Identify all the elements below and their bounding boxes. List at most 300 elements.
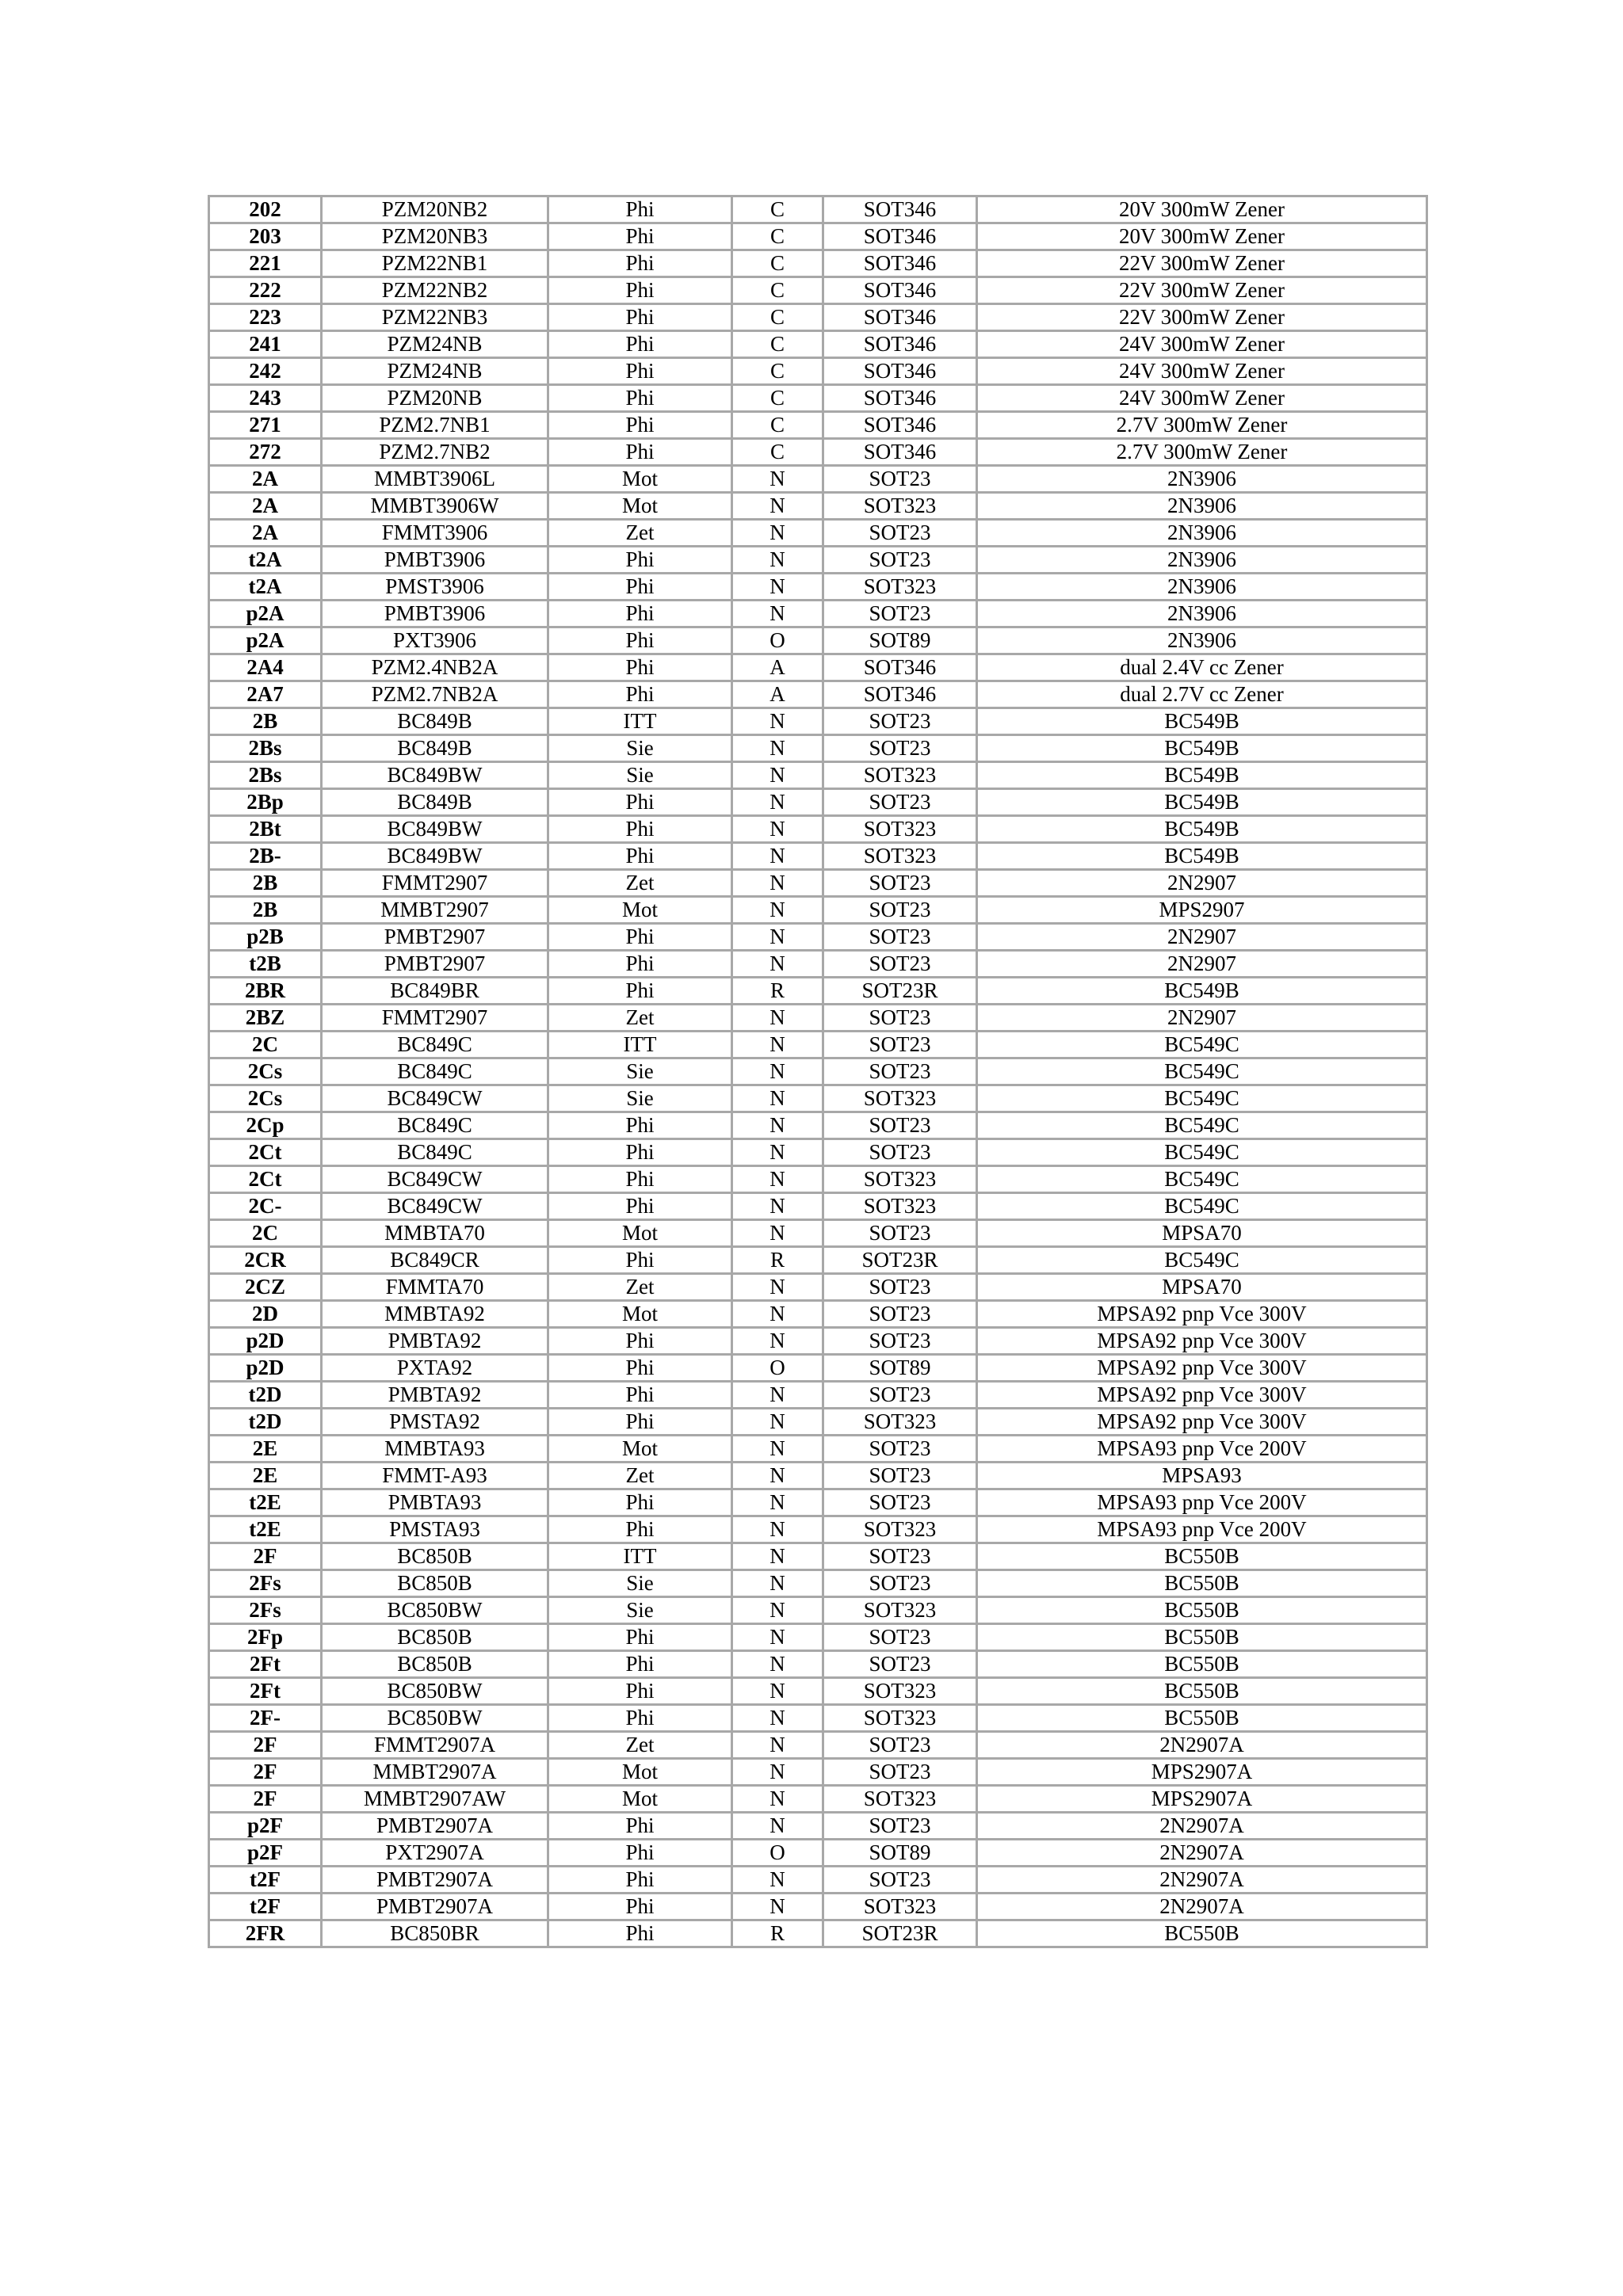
equivalent-description-cell: MPS2907A: [978, 1760, 1426, 1784]
pinout-cell: N: [733, 1517, 822, 1542]
part-number-cell: BC849B: [323, 790, 547, 814]
manufacturer-cell: Phi: [549, 224, 731, 249]
pinout-cell: N: [733, 709, 822, 734]
smd-code-cell: 2A: [210, 467, 320, 491]
package-cell: SOT23: [824, 1544, 976, 1569]
pinout-cell: N: [733, 574, 822, 599]
smd-code-cell: 2F: [210, 1733, 320, 1757]
smd-code-cell: p2F: [210, 1814, 320, 1838]
smd-code-cell: 243: [210, 386, 320, 410]
package-cell: SOT323: [824, 817, 976, 841]
pinout-cell: C: [733, 440, 822, 464]
pinout-cell: C: [733, 332, 822, 357]
pinout-cell: N: [733, 1571, 822, 1596]
manufacturer-cell: Phi: [549, 1490, 731, 1515]
table-row: [210, 224, 1426, 249]
table-row: [210, 1894, 1426, 1919]
table-row: [210, 1733, 1426, 1757]
pinout-cell: N: [733, 952, 822, 976]
pinout-cell: N: [733, 1787, 822, 1811]
part-number-cell: BC850B: [323, 1544, 547, 1569]
manufacturer-cell: Mot: [549, 1760, 731, 1784]
smd-code-cell: 2F: [210, 1544, 320, 1569]
manufacturer-cell: Phi: [549, 1356, 731, 1380]
manufacturer-cell: Phi: [549, 952, 731, 976]
part-number-cell: FMMTA70: [323, 1275, 547, 1299]
smd-code-cell: 221: [210, 251, 320, 276]
part-number-cell: PMBT2907A: [323, 1867, 547, 1892]
pinout-cell: N: [733, 1679, 822, 1703]
manufacturer-cell: Sie: [549, 1598, 731, 1623]
manufacturer-cell: ITT: [549, 709, 731, 734]
table-row: [210, 1598, 1426, 1623]
equivalent-description-cell: BC550B: [978, 1625, 1426, 1650]
part-number-cell: MMBT3906W: [323, 494, 547, 518]
package-cell: SOT323: [824, 844, 976, 868]
table-row: [210, 1921, 1426, 1946]
equivalent-description-cell: MPSA70: [978, 1221, 1426, 1245]
package-cell: SOT23: [824, 898, 976, 922]
package-cell: SOT346: [824, 224, 976, 249]
manufacturer-cell: Phi: [549, 1194, 731, 1219]
package-cell: SOT323: [824, 494, 976, 518]
table-row: [210, 1625, 1426, 1650]
part-number-cell: PZM2.4NB2A: [323, 655, 547, 680]
table-row: [210, 1113, 1426, 1138]
table-row: [210, 1867, 1426, 1892]
equivalent-description-cell: BC550B: [978, 1544, 1426, 1569]
table-body: [210, 197, 1426, 1946]
smd-code-cell: t2B: [210, 952, 320, 976]
equivalent-description-cell: BC549B: [978, 709, 1426, 734]
table-row: [210, 1383, 1426, 1407]
table-row: [210, 1140, 1426, 1165]
part-number-cell: BC849CW: [323, 1194, 547, 1219]
pinout-cell: N: [733, 1436, 822, 1461]
manufacturer-cell: Phi: [549, 790, 731, 814]
manufacturer-cell: Phi: [549, 1409, 731, 1434]
part-number-cell: PZM2.7NB2: [323, 440, 547, 464]
pinout-cell: N: [733, 763, 822, 788]
smd-code-cell: p2D: [210, 1356, 320, 1380]
package-cell: SOT23: [824, 1571, 976, 1596]
table-row: [210, 628, 1426, 653]
table-row: [210, 655, 1426, 680]
part-number-cell: BC849BW: [323, 817, 547, 841]
pinout-cell: N: [733, 1625, 822, 1650]
smd-code-cell: t2D: [210, 1409, 320, 1434]
part-number-cell: MMBT2907AW: [323, 1787, 547, 1811]
table-row: [210, 305, 1426, 330]
table-row: [210, 844, 1426, 868]
pinout-cell: O: [733, 1356, 822, 1380]
manufacturer-cell: Sie: [549, 736, 731, 761]
table-row: [210, 1005, 1426, 1030]
smd-code-cell: 2F: [210, 1760, 320, 1784]
package-cell: SOT23: [824, 709, 976, 734]
manufacturer-cell: Phi: [549, 1329, 731, 1353]
manufacturer-cell: Phi: [549, 574, 731, 599]
pinout-cell: N: [733, 547, 822, 572]
table-row: [210, 359, 1426, 383]
part-number-cell: MMBTA92: [323, 1302, 547, 1326]
manufacturer-cell: Phi: [549, 251, 731, 276]
smd-code-cell: 2C: [210, 1221, 320, 1245]
table-row: [210, 574, 1426, 599]
smd-code-cell: 2Bs: [210, 736, 320, 761]
smd-code-cell: 2CR: [210, 1248, 320, 1272]
pinout-cell: A: [733, 682, 822, 707]
package-cell: SOT89: [824, 1356, 976, 1380]
manufacturer-cell: Mot: [549, 1436, 731, 1461]
equivalent-description-cell: 2N2907A: [978, 1867, 1426, 1892]
equivalent-description-cell: 2N2907A: [978, 1894, 1426, 1919]
pinout-cell: N: [733, 1140, 822, 1165]
manufacturer-cell: Mot: [549, 898, 731, 922]
smd-code-cell: 2Cs: [210, 1059, 320, 1084]
part-number-cell: BC849CW: [323, 1086, 547, 1111]
part-number-cell: BC849BR: [323, 978, 547, 1003]
part-number-cell: PMBTA93: [323, 1490, 547, 1515]
smd-code-cell: 2Ct: [210, 1167, 320, 1192]
part-number-cell: PMBTA92: [323, 1329, 547, 1353]
smd-code-cell: 2F: [210, 1787, 320, 1811]
equivalent-description-cell: 2.7V 300mW Zener: [978, 413, 1426, 437]
part-number-cell: PMBT3906: [323, 601, 547, 626]
smd-code-cell: 2Cs: [210, 1086, 320, 1111]
part-number-cell: FMMT-A93: [323, 1463, 547, 1488]
manufacturer-cell: Zet: [549, 1463, 731, 1488]
equivalent-description-cell: 2N2907A: [978, 1814, 1426, 1838]
pinout-cell: N: [733, 1329, 822, 1353]
equivalent-description-cell: 2N3906: [978, 467, 1426, 491]
package-cell: SOT23: [824, 1867, 976, 1892]
table-row: [210, 1787, 1426, 1811]
part-number-cell: PMBT3906: [323, 547, 547, 572]
table-row: [210, 1059, 1426, 1084]
table-row: [210, 1221, 1426, 1245]
smd-code-cell: 2B: [210, 709, 320, 734]
pinout-cell: N: [733, 1005, 822, 1030]
manufacturer-cell: Phi: [549, 1383, 731, 1407]
table-row: [210, 440, 1426, 464]
table-row: [210, 682, 1426, 707]
pinout-cell: R: [733, 1921, 822, 1946]
pinout-cell: O: [733, 628, 822, 653]
manufacturer-cell: Phi: [549, 1867, 731, 1892]
manufacturer-cell: Phi: [549, 359, 731, 383]
smd-code-cell: t2A: [210, 574, 320, 599]
equivalent-description-cell: BC549C: [978, 1059, 1426, 1084]
equivalent-description-cell: 2N2907: [978, 871, 1426, 895]
table-row: [210, 871, 1426, 895]
part-number-cell: MMBT3906L: [323, 467, 547, 491]
part-number-cell: BC849C: [323, 1032, 547, 1057]
table-row: [210, 1086, 1426, 1111]
package-cell: SOT89: [824, 1840, 976, 1865]
part-number-cell: MMBT2907A: [323, 1760, 547, 1784]
smd-code-cell: 242: [210, 359, 320, 383]
manufacturer-cell: ITT: [549, 1544, 731, 1569]
equivalent-description-cell: 22V 300mW Zener: [978, 278, 1426, 303]
table-row: [210, 278, 1426, 303]
pinout-cell: N: [733, 925, 822, 949]
package-cell: SOT323: [824, 1517, 976, 1542]
equivalent-description-cell: 24V 300mW Zener: [978, 332, 1426, 357]
pinout-cell: N: [733, 1086, 822, 1111]
pinout-cell: N: [733, 1814, 822, 1838]
package-cell: SOT23: [824, 1302, 976, 1326]
package-cell: SOT23: [824, 925, 976, 949]
manufacturer-cell: Phi: [549, 844, 731, 868]
package-cell: SOT23: [824, 736, 976, 761]
table-row: [210, 1814, 1426, 1838]
manufacturer-cell: Phi: [549, 655, 731, 680]
table-row: [210, 1679, 1426, 1703]
part-number-cell: BC849CW: [323, 1167, 547, 1192]
package-cell: SOT23: [824, 1275, 976, 1299]
equivalent-description-cell: BC549C: [978, 1194, 1426, 1219]
package-cell: SOT23R: [824, 1921, 976, 1946]
package-cell: SOT346: [824, 251, 976, 276]
part-number-cell: BC849B: [323, 709, 547, 734]
part-number-cell: MMBTA93: [323, 1436, 547, 1461]
smd-code-cell: 2A: [210, 494, 320, 518]
manufacturer-cell: Phi: [549, 547, 731, 572]
equivalent-description-cell: 24V 300mW Zener: [978, 386, 1426, 410]
table-row: [210, 817, 1426, 841]
equivalent-description-cell: BC549C: [978, 1032, 1426, 1057]
part-number-cell: BC849C: [323, 1140, 547, 1165]
smd-code-cell: 2Fp: [210, 1625, 320, 1650]
manufacturer-cell: Phi: [549, 1894, 731, 1919]
part-number-cell: PXT2907A: [323, 1840, 547, 1865]
package-cell: SOT323: [824, 1194, 976, 1219]
pinout-cell: C: [733, 413, 822, 437]
manufacturer-cell: Mot: [549, 1787, 731, 1811]
smd-code-cell: 2A: [210, 521, 320, 545]
manufacturer-cell: Phi: [549, 440, 731, 464]
smd-code-cell: 2E: [210, 1436, 320, 1461]
equivalent-description-cell: BC549C: [978, 1086, 1426, 1111]
pinout-cell: N: [733, 521, 822, 545]
equivalent-description-cell: MPSA92 pnp Vce 300V: [978, 1329, 1426, 1353]
smd-code-cell: 2Ct: [210, 1140, 320, 1165]
pinout-cell: N: [733, 601, 822, 626]
smd-code-cell: t2A: [210, 547, 320, 572]
pinout-cell: N: [733, 1194, 822, 1219]
part-number-cell: PZM22NB1: [323, 251, 547, 276]
table-row: [210, 251, 1426, 276]
manufacturer-cell: Phi: [549, 1814, 731, 1838]
manufacturer-cell: Phi: [549, 1840, 731, 1865]
package-cell: SOT23: [824, 1814, 976, 1838]
manufacturer-cell: Phi: [549, 682, 731, 707]
pinout-cell: N: [733, 1706, 822, 1730]
package-cell: SOT23: [824, 521, 976, 545]
part-number-cell: PZM24NB: [323, 332, 547, 357]
manufacturer-cell: Phi: [549, 278, 731, 303]
manufacturer-cell: Phi: [549, 1113, 731, 1138]
package-cell: SOT23: [824, 1329, 976, 1353]
smd-code-cell: 2Ft: [210, 1652, 320, 1676]
table-row: [210, 1706, 1426, 1730]
table-row: [210, 197, 1426, 222]
manufacturer-cell: Phi: [549, 386, 731, 410]
smd-code-cell: t2F: [210, 1867, 320, 1892]
equivalent-description-cell: MPSA92 pnp Vce 300V: [978, 1383, 1426, 1407]
package-cell: SOT23: [824, 467, 976, 491]
package-cell: SOT23R: [824, 1248, 976, 1272]
smd-code-cell: 2Bs: [210, 763, 320, 788]
equivalent-description-cell: BC549B: [978, 790, 1426, 814]
part-number-cell: BC849C: [323, 1059, 547, 1084]
smd-code-cell: 2Cp: [210, 1113, 320, 1138]
part-number-cell: PMBT2907A: [323, 1814, 547, 1838]
manufacturer-cell: Mot: [549, 494, 731, 518]
pinout-cell: R: [733, 1248, 822, 1272]
smd-code-cell: 2Ft: [210, 1679, 320, 1703]
manufacturer-cell: Phi: [549, 413, 731, 437]
pinout-cell: N: [733, 790, 822, 814]
package-cell: SOT346: [824, 440, 976, 464]
table-row: [210, 1760, 1426, 1784]
pinout-cell: R: [733, 978, 822, 1003]
pinout-cell: C: [733, 251, 822, 276]
smd-code-cell: 2FR: [210, 1921, 320, 1946]
equivalent-description-cell: dual 2.4V cc Zener: [978, 655, 1426, 680]
package-cell: SOT346: [824, 305, 976, 330]
smd-code-cell: p2B: [210, 925, 320, 949]
pinout-cell: N: [733, 1733, 822, 1757]
part-number-cell: PZM20NB2: [323, 197, 547, 222]
package-cell: SOT23: [824, 1463, 976, 1488]
equivalent-description-cell: 2N3906: [978, 521, 1426, 545]
pinout-cell: N: [733, 1544, 822, 1569]
part-number-cell: PXTA92: [323, 1356, 547, 1380]
part-number-cell: MMBT2907: [323, 898, 547, 922]
equivalent-description-cell: BC549B: [978, 978, 1426, 1003]
smd-code-cell: 2C: [210, 1032, 320, 1057]
pinout-cell: N: [733, 898, 822, 922]
smd-code-cell: t2E: [210, 1517, 320, 1542]
table-row: [210, 1356, 1426, 1380]
package-cell: SOT23: [824, 1490, 976, 1515]
equivalent-description-cell: MPSA93 pnp Vce 200V: [978, 1490, 1426, 1515]
equivalent-description-cell: 24V 300mW Zener: [978, 359, 1426, 383]
package-cell: SOT323: [824, 1894, 976, 1919]
part-number-cell: PZM20NB: [323, 386, 547, 410]
part-number-cell: PMBT2907: [323, 952, 547, 976]
equivalent-description-cell: BC550B: [978, 1652, 1426, 1676]
manufacturer-cell: Phi: [549, 1140, 731, 1165]
equivalent-description-cell: MPSA93 pnp Vce 200V: [978, 1517, 1426, 1542]
smd-code-cell: p2A: [210, 628, 320, 653]
manufacturer-cell: Phi: [549, 1248, 731, 1272]
manufacturer-cell: ITT: [549, 1032, 731, 1057]
package-cell: SOT23: [824, 1652, 976, 1676]
manufacturer-cell: Phi: [549, 817, 731, 841]
part-number-cell: PZM2.7NB1: [323, 413, 547, 437]
part-number-cell: BC850BW: [323, 1598, 547, 1623]
smd-code-cell: t2F: [210, 1894, 320, 1919]
table-row: [210, 1652, 1426, 1676]
smd-code-cell: 2CZ: [210, 1275, 320, 1299]
package-cell: SOT346: [824, 413, 976, 437]
equivalent-description-cell: 22V 300mW Zener: [978, 251, 1426, 276]
table-row: [210, 1275, 1426, 1299]
pinout-cell: N: [733, 817, 822, 841]
part-number-cell: BC850BW: [323, 1679, 547, 1703]
part-number-cell: PMBT2907A: [323, 1894, 547, 1919]
manufacturer-cell: Phi: [549, 601, 731, 626]
table-row: [210, 790, 1426, 814]
table-row: [210, 413, 1426, 437]
package-cell: SOT23: [824, 1221, 976, 1245]
table-row: [210, 494, 1426, 518]
pinout-cell: C: [733, 305, 822, 330]
equivalent-description-cell: BC549C: [978, 1140, 1426, 1165]
pinout-cell: N: [733, 871, 822, 895]
smd-code-cell: 2F-: [210, 1706, 320, 1730]
pinout-cell: N: [733, 494, 822, 518]
equivalent-description-cell: 2N2907: [978, 925, 1426, 949]
smd-code-cell: 203: [210, 224, 320, 249]
package-cell: SOT23: [824, 952, 976, 976]
package-cell: SOT23: [824, 1760, 976, 1784]
part-number-cell: PXT3906: [323, 628, 547, 653]
smd-code-cell: 2B: [210, 871, 320, 895]
manufacturer-cell: Phi: [549, 332, 731, 357]
smd-code-cell: 2Bt: [210, 817, 320, 841]
table-row: [210, 1329, 1426, 1353]
part-number-cell: FMMT2907: [323, 1005, 547, 1030]
equivalent-description-cell: BC549B: [978, 736, 1426, 761]
package-cell: SOT323: [824, 1409, 976, 1434]
table-row: [210, 1032, 1426, 1057]
table-row: [210, 467, 1426, 491]
smd-code-cell: t2D: [210, 1383, 320, 1407]
equivalent-description-cell: BC549B: [978, 763, 1426, 788]
pinout-cell: C: [733, 197, 822, 222]
table-row: [210, 1517, 1426, 1542]
manufacturer-cell: Phi: [549, 1921, 731, 1946]
smd-code-cell: p2A: [210, 601, 320, 626]
package-cell: SOT89: [824, 628, 976, 653]
part-number-cell: FMMT2907A: [323, 1733, 547, 1757]
smd-code-cell: 2BR: [210, 978, 320, 1003]
smd-code-cell: 241: [210, 332, 320, 357]
pinout-cell: C: [733, 386, 822, 410]
equivalent-description-cell: BC549C: [978, 1113, 1426, 1138]
package-cell: SOT23: [824, 1383, 976, 1407]
package-cell: SOT23: [824, 547, 976, 572]
manufacturer-cell: Sie: [549, 763, 731, 788]
table-row: [210, 709, 1426, 734]
package-cell: SOT346: [824, 197, 976, 222]
pinout-cell: C: [733, 224, 822, 249]
table-row: [210, 1840, 1426, 1865]
pinout-cell: N: [733, 844, 822, 868]
part-number-cell: PMST3906: [323, 574, 547, 599]
manufacturer-cell: Phi: [549, 628, 731, 653]
table-row: [210, 1167, 1426, 1192]
manufacturer-cell: Phi: [549, 925, 731, 949]
equivalent-description-cell: MPSA70: [978, 1275, 1426, 1299]
manufacturer-cell: Sie: [549, 1059, 731, 1084]
equivalent-description-cell: 2N2907A: [978, 1840, 1426, 1865]
package-cell: SOT323: [824, 1167, 976, 1192]
